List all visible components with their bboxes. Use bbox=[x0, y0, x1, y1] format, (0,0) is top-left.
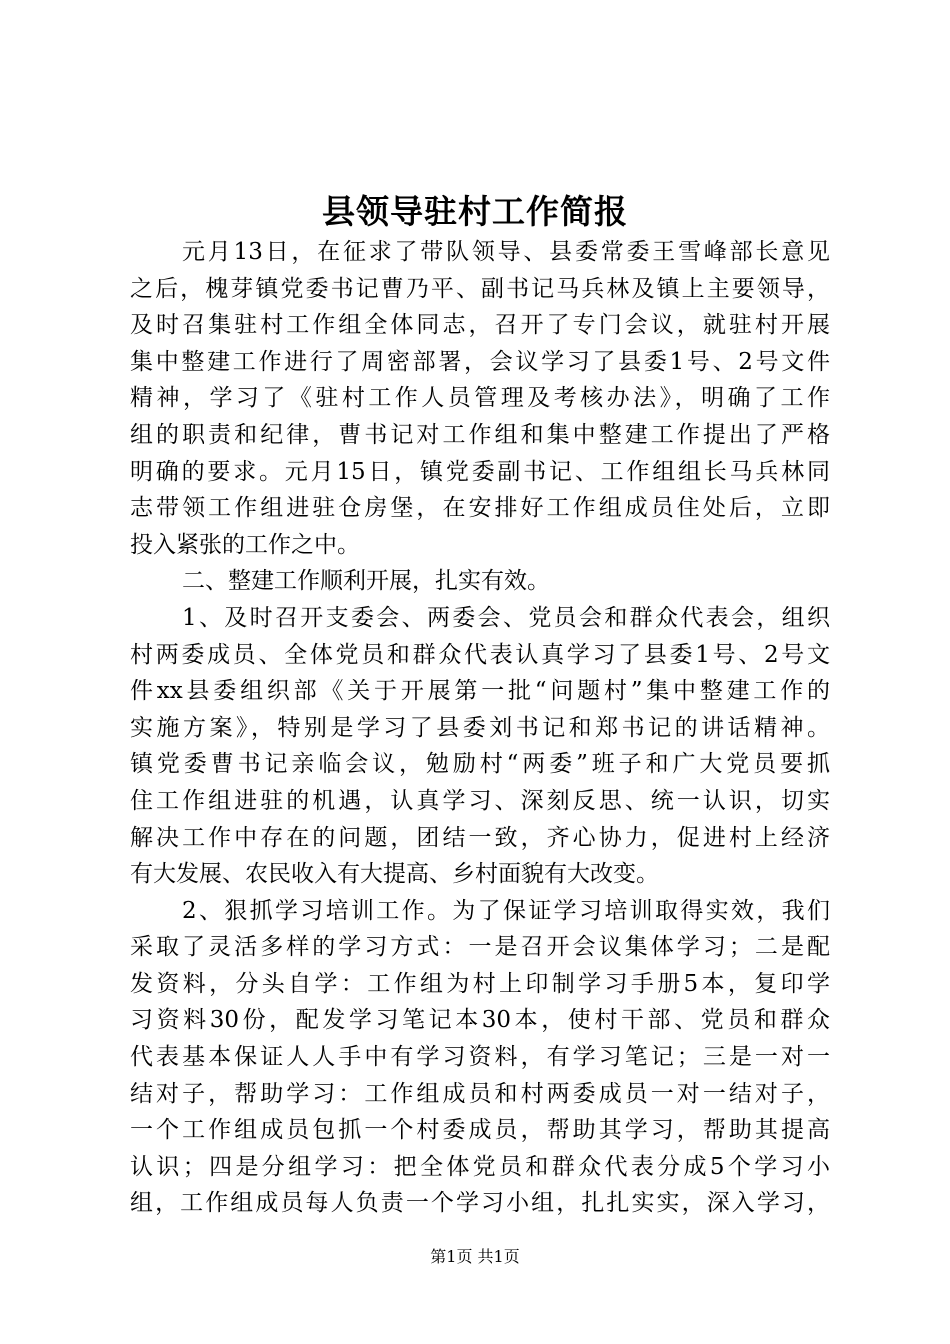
page-footer: 第1页 共1页 bbox=[430, 1247, 520, 1266]
body-line: 及时召集驻村工作组全体同志，召开了专门会议，就驻村开展 bbox=[130, 312, 830, 339]
body-line: 住工作组进驻的机遇，认真学习、深刻反思、统一认识，切实 bbox=[130, 787, 830, 814]
body-line: 集中整建工作进行了周密部署，会议学习了县委1号、2号文件 bbox=[130, 348, 830, 375]
body-line: 组，工作组成员每人负责一个学习小组，扎扎实实，深入学习， bbox=[130, 1190, 830, 1217]
body-line: 镇党委曹书记亲临会议，勉励村“两委”班子和广大党员要抓 bbox=[130, 751, 830, 778]
body-line: 认识；四是分组学习：把全体党员和群众代表分成5个学习小 bbox=[130, 1153, 830, 1180]
body-line: 采取了灵活多样的学习方式：一是召开会议集体学习；二是配 bbox=[130, 934, 830, 961]
section-heading: 二、整建工作顺利开展，扎实有效。 bbox=[182, 568, 550, 595]
body-line: 2、狠抓学习培训工作。为了保证学习培训取得实效，我们 bbox=[182, 897, 830, 924]
body-line: 投入紧张的工作之中。 bbox=[130, 531, 360, 558]
body-line: 代表基本保证人人手中有学习资料，有学习笔记；三是一对一 bbox=[130, 1044, 830, 1071]
body-line: 习资料30份，配发学习笔记本30本，使村干部、党员和群众 bbox=[130, 1007, 830, 1034]
body-line: 解决工作中存在的问题，团结一致，齐心协力，促进村上经济 bbox=[130, 824, 830, 851]
body-line: 结对子，帮助学习：工作组成员和村两委成员一对一结对子， bbox=[130, 1080, 830, 1107]
body-line: 之后，槐芽镇党委书记曹乃平、副书记马兵林及镇上主要领导， bbox=[130, 275, 830, 302]
body-line: 件xx县委组织部《关于开展第一批“问题村”集中整建工作的 bbox=[130, 678, 830, 705]
body-line: 村两委成员、全体党员和群众代表认真学习了县委1号、2号文 bbox=[130, 641, 830, 668]
body-line: 实施方案》，特别是学习了县委刘书记和郑书记的讲话精神。 bbox=[130, 714, 830, 741]
body-line: 1、及时召开支委会、两委会、党员会和群众代表会，组织 bbox=[182, 604, 830, 631]
body-line: 一个工作组成员包抓一个村委成员，帮助其学习，帮助其提高 bbox=[130, 1117, 830, 1144]
body-line: 有大发展、农民收入有大提高、乡村面貌有大改变。 bbox=[130, 861, 659, 888]
body-line: 志带领工作组进驻仓房堡，在安排好工作组成员住处后，立即 bbox=[130, 495, 830, 522]
body-line: 明确的要求。元月15日，镇党委副书记、工作组组长马兵林同 bbox=[130, 458, 830, 485]
body-line: 精神，学习了《驻村工作人员管理及考核办法》，明确了工作 bbox=[130, 385, 830, 412]
document-title: 县领导驻村工作简报 bbox=[322, 192, 628, 231]
document-body bbox=[130, 234, 830, 1222]
body-line: 组的职责和纪律，曹书记对工作组和集中整建工作提出了严格 bbox=[130, 421, 830, 448]
body-line: 元月13日，在征求了带队领导、县委常委王雪峰部长意见 bbox=[182, 239, 830, 265]
body-line: 发资料，分头自学：工作组为村上印制学习手册5本，复印学 bbox=[130, 970, 830, 997]
